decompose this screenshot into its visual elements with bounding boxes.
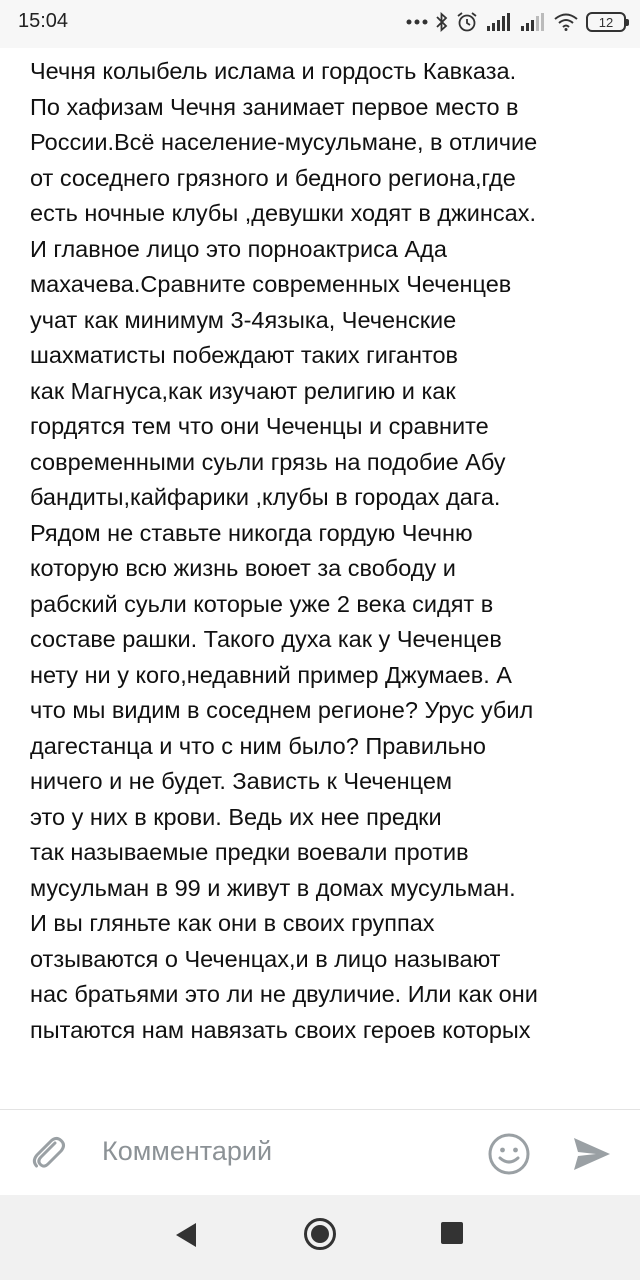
status-bar xyxy=(0,0,640,48)
post-line: По хафизам Чечня занимает первое место в xyxy=(30,93,519,120)
back-icon[interactable] xyxy=(174,1221,198,1249)
post-line: дагестанца и что с ним было? Правильно xyxy=(30,732,486,759)
post-line: гордятся тем что они Чеченцы и сравните xyxy=(30,413,489,439)
post-line: ничего и не будет. Зависть к Чеченцем xyxy=(30,768,453,794)
post-line: России.Всё население-мусульмане, в отличие xyxy=(30,129,538,155)
post-line: которую всю жизнь воюет за свободу и xyxy=(30,555,456,581)
post-line: составе рашки. Такого духа как у Чеченцев xyxy=(30,626,502,652)
post-line: И главное лицо это порноактриса Ада xyxy=(30,235,447,262)
post-line: что мы видим в соседнем регионе? Урус убил xyxy=(30,697,534,723)
emoji-icon[interactable] xyxy=(487,1132,531,1176)
post-line: бандиты,кайфарики ,клубы в городах дага. xyxy=(30,484,501,510)
post-line: рабский суьли которые уже 2 века сидят в xyxy=(30,590,494,617)
post-content xyxy=(30,54,620,1109)
post-line: нету ни у кого,недавний пример Джумаев. А xyxy=(30,661,512,688)
alarm-icon xyxy=(456,11,478,33)
nav-bar xyxy=(0,1195,640,1280)
post-line: от соседнего грязного и бедного региона,где xyxy=(30,164,516,191)
battery-icon: 12 xyxy=(586,12,626,32)
post-line: Чечня колыбель ислама и гордость Кавказа. xyxy=(30,58,517,84)
post-line: современными суьли грязь на подобие Абу xyxy=(30,448,506,475)
comment-input[interactable] xyxy=(102,1128,462,1174)
post-line: нас братьями это ли не двуличие. Или как они xyxy=(30,981,538,1007)
dots-icon xyxy=(406,18,428,26)
post-line: так называемые предки воевали против xyxy=(30,839,469,865)
post-line: махачева.Сравните современных Чеченцев xyxy=(30,271,512,297)
post-line: есть ночные клубы ,девушки ходят в джинсах. xyxy=(30,200,536,226)
status-time: 15:04 xyxy=(18,10,69,32)
signal-icon xyxy=(486,13,512,31)
post-line: отзываются о Чеченцах,и в лицо называют xyxy=(30,945,501,972)
signal-icon xyxy=(520,13,546,31)
post-line: мусульман в 99 и живут в домах мусульман. xyxy=(30,874,516,901)
post-line: это у них в крови. Ведь их нее предки xyxy=(30,803,442,830)
status-icons xyxy=(406,8,626,36)
home-icon[interactable] xyxy=(303,1217,337,1251)
post-line: учат как минимум 3-4языка, Чеченские xyxy=(30,306,457,333)
bluetooth-icon xyxy=(436,12,448,32)
comment-bar xyxy=(0,1109,640,1195)
post-line: как Магнуса,как изучают религию и как xyxy=(30,377,456,404)
recents-icon[interactable] xyxy=(441,1222,463,1244)
send-icon[interactable] xyxy=(572,1134,612,1174)
wifi-icon xyxy=(554,13,578,31)
post-line: пытаются нам навязать своих героев которых xyxy=(30,1016,531,1043)
post-line: И вы гляньте как они в своих группах xyxy=(30,910,435,936)
paperclip-icon[interactable] xyxy=(28,1132,68,1172)
post-line: шахматисты побеждают таких гигантов xyxy=(30,342,459,368)
post-line: Рядом не ставьте никогда гордую Чечню xyxy=(30,519,473,546)
